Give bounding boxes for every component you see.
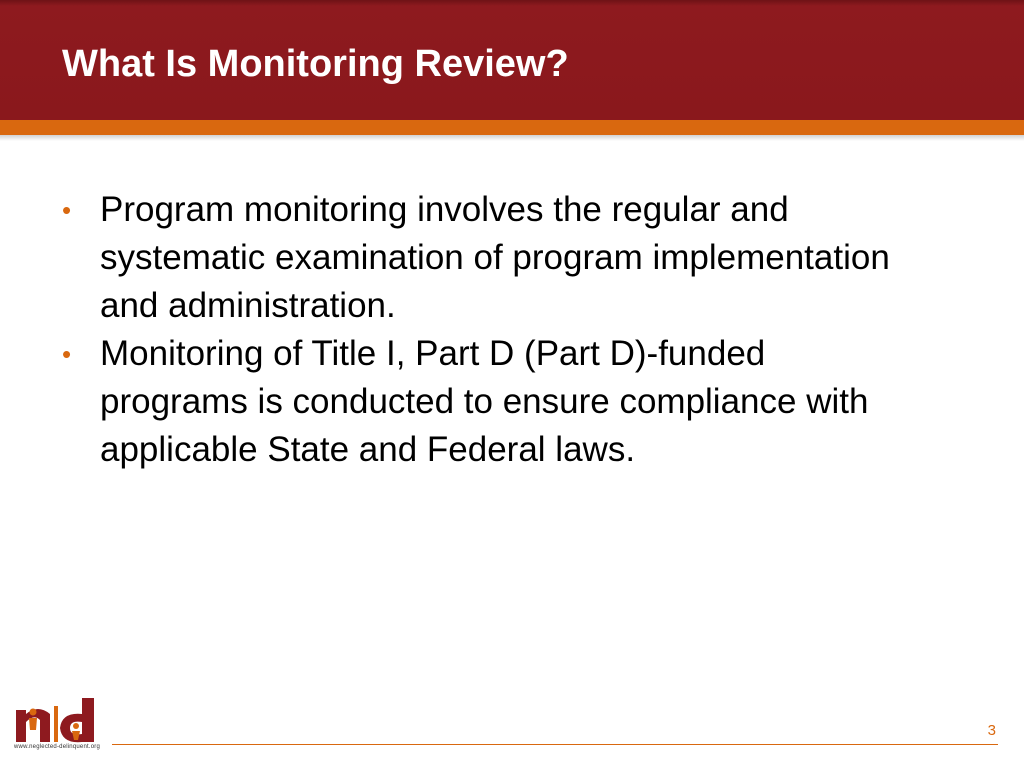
accent-band-shadow [0,135,1024,141]
bullet-list [62,186,922,474]
footer-divider [112,744,998,745]
bullet-item-1 [62,186,922,330]
bullet-item-2 [62,330,922,474]
bullet-marker: • [62,339,72,369]
bullet-text: Program monitoring involves the regular and systematic examination of program implementation and administration. [100,190,890,325]
title-bar-shade [0,0,1024,6]
bullet-marker: • [62,195,72,225]
page-number: 3 [987,722,996,739]
logo-url: www.neglected-delinquent.org [14,744,100,750]
bullet-text: Monitoring of Title I, Part D (Part D)-funded programs is conducted to ensure compliance with applicable State and Federal laws. [100,334,869,469]
slide-title: What Is Monitoring Review? [62,43,569,85]
title-bar [0,0,1024,120]
accent-band [0,120,1024,135]
